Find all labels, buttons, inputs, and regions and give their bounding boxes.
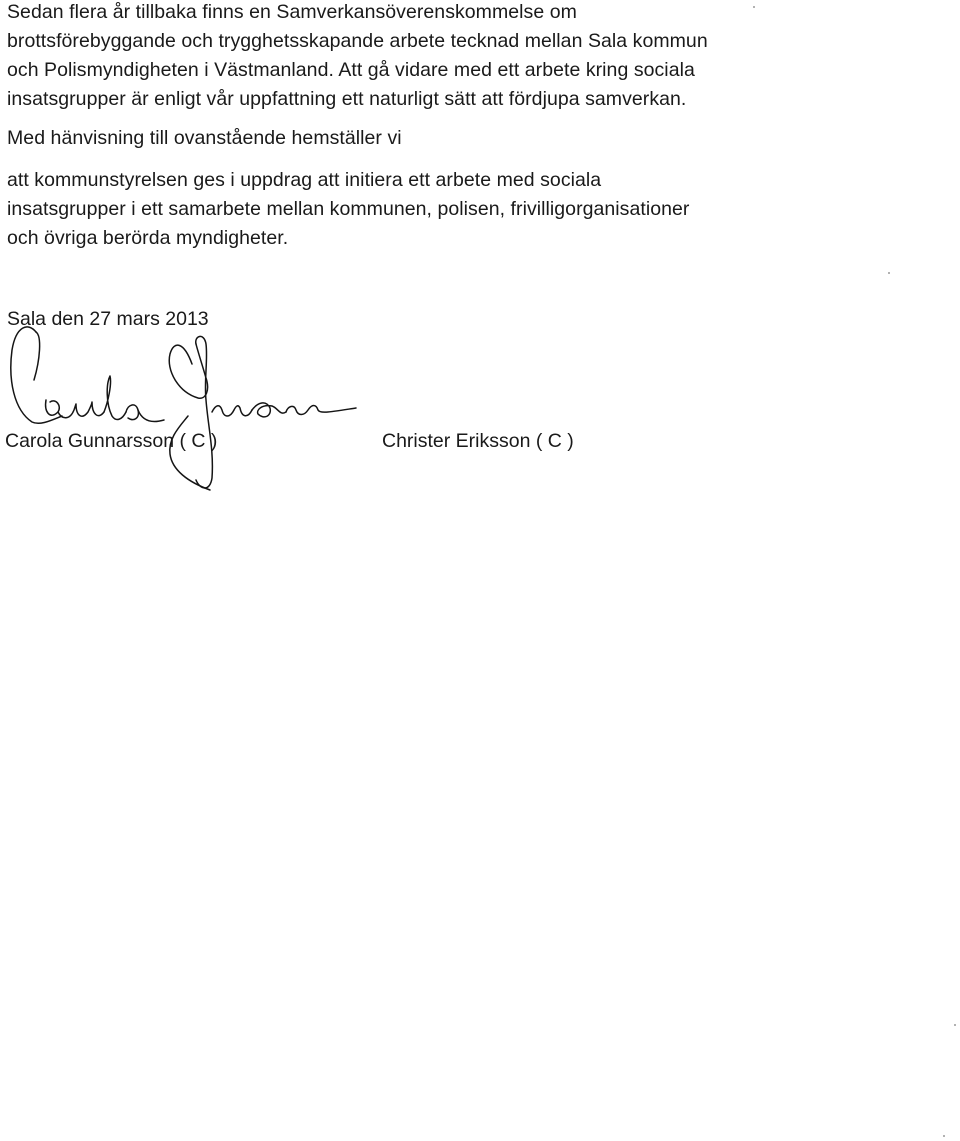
scan-speck — [753, 6, 755, 8]
intro-paragraph: Sedan flera år tillbaka finns en Samverkansöverenskommelse om brottsförebyggande och trygghetsskapande arbete tecknad mellan Sala kommun och Polismyndigheten i Västmanland. Att gå vidare med ett arbete kring sociala insatsgrupper är enligt vår uppfattning ett naturligt sätt att fördjupa samverkan. — [7, 1, 708, 110]
signer-name-1: Carola Gunnarsson ( C ) — [5, 430, 218, 452]
place-and-date: Sala den 27 mars 2013 — [7, 308, 209, 330]
handwritten-signature — [0, 320, 360, 500]
scan-speck — [943, 1135, 945, 1137]
scan-speck — [954, 1024, 956, 1026]
reference-paragraph: Med hänvisning till ovanstående hemställer vi — [7, 127, 402, 149]
signer-name-2: Christer Eriksson ( C ) — [382, 430, 574, 452]
scan-speck — [888, 272, 890, 274]
proposal-paragraph: att kommunstyrelsen ges i uppdrag att initiera ett arbete med sociala insatsgrupper i ett samarbete mellan kommunen, polisen, frivilligorganisationer och övriga berörda myndigheter. — [7, 169, 690, 249]
